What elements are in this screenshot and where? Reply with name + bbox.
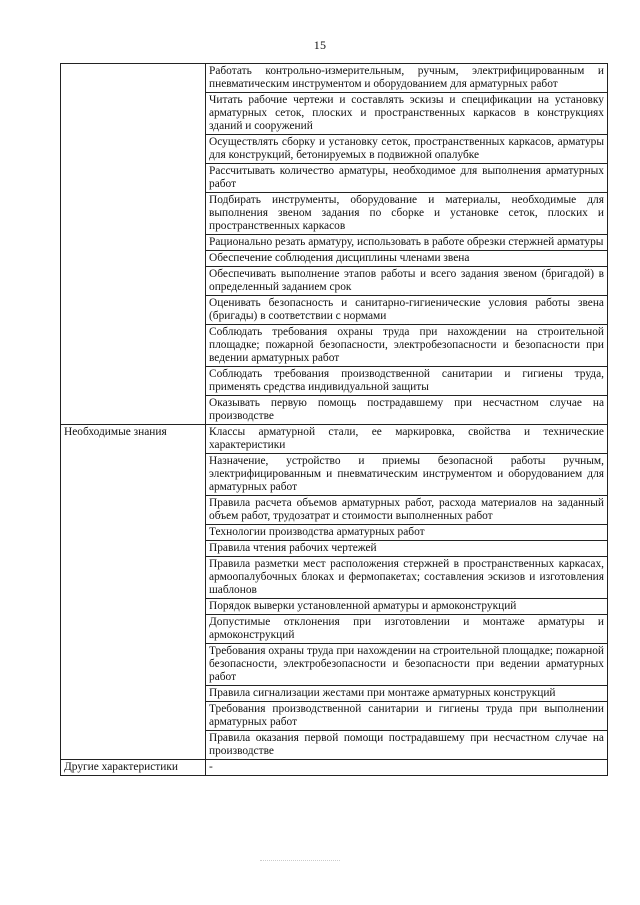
requirement-text: - [209,761,213,773]
requirement-cell [206,702,608,731]
requirement-text: Назначение, устройство и приемы безопасной работы ручным, электрифицированным и пневматическим инструментом и оборудованием для арматурных работ [209,455,604,493]
requirement-cell [206,599,608,615]
requirement-cell [206,760,608,776]
requirement-text: Обеспечение соблюдения дисциплины членами звена [209,252,470,264]
requirement-cell [206,267,608,296]
requirement-text: Требования охраны труда при нахождении на строительной площадке; пожарной безопасности, электробезопасности и безопасности при ведении арматурных работ [209,645,604,683]
requirement-text: Порядок выверки установленной арматуры и армоконструкций [209,600,517,612]
requirement-cell [206,686,608,702]
section-label-cell [61,425,206,760]
requirement-text: Правила разметки мест расположения стержней в пространственных каркасах, армоопалубочных блоках и фермопакетах; составления эскизов и изготовления шаблонов [209,558,604,596]
requirements-table-body [61,64,608,776]
requirement-cell [206,644,608,686]
requirement-text: Читать рабочие чертежи и составлять эскизы и спецификации на установку арматурных сеток, плоских и пространственных каркасов в конструкциях зданий и сооружений [209,94,604,132]
requirement-cell [206,93,608,135]
section-label-cell [61,64,206,425]
requirement-cell [206,454,608,496]
requirement-text: Допустимые отклонения при изготовлении и монтаже арматуры и армоконструкций [209,616,604,641]
requirement-text: Осуществлять сборку и установку сеток, пространственных каркасов, арматуры для конструкций, бетонируемых в подвижной опалубке [209,136,604,161]
requirement-text: Рассчитывать количество арматуры, необходимое для выполнения арматурных работ [209,165,604,190]
requirement-cell [206,135,608,164]
section-label: Необходимые знания [64,426,167,438]
requirement-text: Оценивать безопасность и санитарно-гигиенические условия работы звена (бригады) в соответствии с нормами [209,297,604,322]
requirement-cell [206,64,608,93]
requirement-cell [206,541,608,557]
requirement-text: Классы арматурной стали, ее маркировка, свойства и технические характеристики [209,426,604,451]
section-label: Другие характеристики [64,761,179,773]
requirement-cell [206,235,608,251]
requirement-text: Правила чтения рабочих чертежей [209,542,377,554]
requirement-cell [206,367,608,396]
requirement-text: Требования производственной санитарии и гигиены труда при выполнении арматурных работ [209,703,604,728]
requirement-cell [206,251,608,267]
requirement-text: Технологии производства арматурных работ [209,526,425,538]
section-label-cell [61,760,206,776]
requirement-cell [206,731,608,760]
requirement-text: Подбирать инструменты, оборудование и материалы, необходимые для выполнения звеном задания по сборке и установке сеток, плоских и пространственных каркасов [209,194,604,232]
requirement-cell [206,325,608,367]
requirement-text: Соблюдать требования охраны труда при нахождении на строительной площадке; пожарной безопасности, электробезопасности и безопасности при ведении арматурных работ [209,326,604,364]
requirement-text: Правила сигнализации жестами при монтаже арматурных конструкций [209,687,556,699]
requirement-cell [206,496,608,525]
requirement-cell [206,615,608,644]
requirement-text: Обеспечивать выполнение этапов работы и всего задания звеном (бригадой) в определенный заданием срок [209,268,604,293]
requirement-cell [206,164,608,193]
page-number: 15 [313,38,327,52]
table-row [61,64,608,93]
requirement-text: Правила расчета объемов арматурных работ, расхода материалов на заданный объем работ, трудозатрат и стоимости выполненных работ [209,497,604,522]
requirement-text: Соблюдать требования производственной санитарии и гигиены труда, применять средства индивидуальной защиты [209,368,604,393]
requirement-text: Работать контрольно-измерительным, ручным, электрифицированным и пневматическим инструментом и оборудованием для арматурных работ [209,65,604,90]
table-row [61,425,608,454]
requirement-text: Рационально резать арматуру, использовать в работе обрезки стержней арматуры [209,236,604,248]
page-footer-mark [260,860,340,861]
requirement-cell [206,396,608,425]
requirement-cell [206,193,608,235]
table-row [61,760,608,776]
requirement-cell [206,425,608,454]
requirements-table [60,63,608,776]
requirement-text: Оказывать первую помощь пострадавшему при несчастном случае на производстве [209,397,604,422]
requirement-text: Правила оказания первой помощи пострадавшему при несчастном случае на производстве [209,732,604,757]
requirement-cell [206,557,608,599]
requirement-cell [206,525,608,541]
requirement-cell [206,296,608,325]
